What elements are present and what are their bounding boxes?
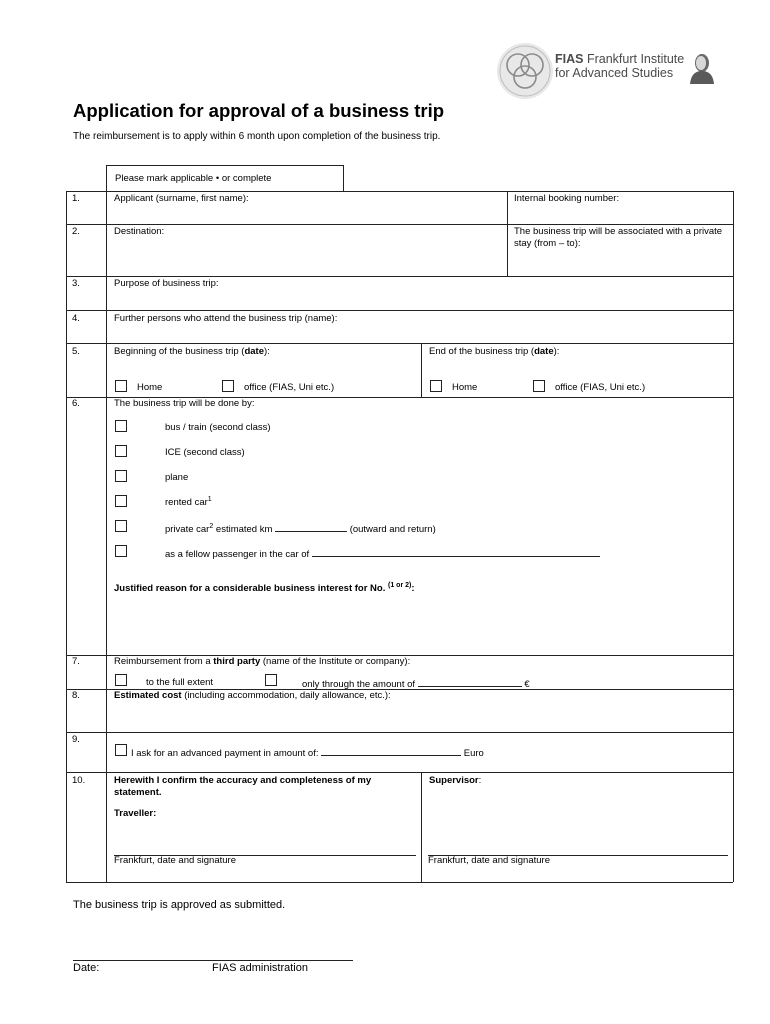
transport-option: private car$^2$ estimated km (outward and return) bbox=[165, 522, 436, 535]
transport-option: bus / train (second class) bbox=[165, 422, 271, 433]
begin-office-label: office (FIAS, Uni etc.) bbox=[244, 382, 335, 393]
page-subtitle: The reimbursement is to apply within 6 month upon completion of the business trip. bbox=[73, 131, 441, 142]
advance-amount-field[interactable] bbox=[321, 746, 461, 756]
admin-signature-field[interactable] bbox=[73, 930, 353, 958]
admin-signature-line bbox=[73, 960, 353, 961]
full-extent-label: to the full extent bbox=[146, 677, 214, 688]
goethe-portrait-icon bbox=[687, 52, 717, 84]
begin-office-checkbox[interactable] bbox=[222, 380, 234, 392]
booking-number-field[interactable] bbox=[509, 206, 731, 222]
trip-begin-label: Beginning of the business trip (date): bbox=[114, 346, 270, 357]
supervisor-signature-field[interactable] bbox=[428, 826, 728, 854]
transport-option: ICE (second class) bbox=[165, 447, 245, 458]
rented-car-checkbox[interactable] bbox=[115, 495, 127, 507]
estimated-cost-field[interactable] bbox=[108, 704, 731, 730]
partial-amount-field[interactable] bbox=[418, 677, 522, 687]
advance-payment-label: I ask for an advanced payment in amount of: Euro bbox=[131, 748, 484, 759]
destination-label: Destination: bbox=[114, 226, 165, 237]
row-number: 6. bbox=[72, 398, 80, 409]
org-name: Frankfurt Institute bbox=[586, 52, 685, 66]
partial-amount-label: only through the amount of € bbox=[302, 679, 530, 690]
row-number: 1. bbox=[72, 193, 80, 204]
third-party-label: Reimbursement from a third party (name of the Institute or company): bbox=[114, 656, 411, 667]
row-number: 3. bbox=[72, 278, 80, 289]
footnote-marker: 2 bbox=[209, 522, 214, 530]
end-home-checkbox[interactable] bbox=[430, 380, 442, 392]
transport-option: plane bbox=[165, 472, 189, 483]
trip-end-label: End of the business trip (date): bbox=[429, 346, 560, 357]
row-number: 7. bbox=[72, 656, 80, 667]
row-number: 8. bbox=[72, 690, 80, 701]
row-number: 9. bbox=[72, 734, 80, 745]
fias-emblem-icon bbox=[494, 40, 556, 102]
private-car-checkbox[interactable] bbox=[115, 520, 127, 532]
row-number: 5. bbox=[72, 346, 80, 357]
row-number: 2. bbox=[72, 226, 80, 237]
applicant-field[interactable] bbox=[108, 206, 505, 222]
justified-reason-field[interactable] bbox=[108, 600, 731, 652]
end-office-label: office (FIAS, Uni etc.) bbox=[555, 382, 646, 393]
full-extent-checkbox[interactable] bbox=[115, 674, 127, 686]
fellow-passenger-field[interactable] bbox=[312, 547, 600, 557]
traveller-signature-field[interactable] bbox=[114, 826, 416, 854]
org-name-line2: for Advanced Studies bbox=[555, 66, 674, 80]
begin-home-label: Home bbox=[137, 382, 163, 393]
private-stay-label: The business trip will be associated with a private stay (from – to): bbox=[514, 226, 723, 249]
ice-checkbox[interactable] bbox=[115, 445, 127, 457]
end-office-checkbox[interactable] bbox=[533, 380, 545, 392]
purpose-label: Purpose of business trip: bbox=[114, 278, 219, 289]
bus-train-checkbox[interactable] bbox=[115, 420, 127, 432]
page-title: Application for approval of a business trip bbox=[73, 100, 445, 121]
private-stay-field[interactable] bbox=[509, 252, 731, 274]
purpose-field[interactable] bbox=[108, 291, 731, 308]
traveller-signature-caption: Frankfurt, date and signature bbox=[114, 855, 236, 866]
fellow-passenger-checkbox[interactable] bbox=[115, 545, 127, 557]
transport-option: rented car$^1$ bbox=[165, 495, 212, 508]
date-label: Date: bbox=[73, 962, 100, 974]
approval-statement: The business trip is approved as submitted. bbox=[73, 899, 286, 911]
destination-field[interactable] bbox=[108, 240, 505, 274]
advance-payment-checkbox[interactable] bbox=[115, 744, 127, 756]
plane-checkbox[interactable] bbox=[115, 470, 127, 482]
booking-number-label: Internal booking number: bbox=[514, 193, 620, 204]
row-number: 4. bbox=[72, 313, 80, 324]
estimated-cost-label: Estimated cost (including accommodation, daily allowance, etc.): bbox=[114, 690, 391, 701]
further-persons-field[interactable] bbox=[108, 326, 731, 341]
fias-logo bbox=[494, 40, 722, 102]
transport-option: as a fellow passenger in the car of bbox=[165, 547, 600, 561]
transport-heading: The business trip will be done by: bbox=[114, 398, 255, 409]
footnote-marker: 1 bbox=[207, 495, 212, 503]
supervisor-signature-caption: Frankfurt, date and signature bbox=[428, 855, 550, 866]
confirmation-text: Herewith I confirm the accuracy and completeness of my statement. bbox=[114, 775, 372, 798]
traveller-label: Traveller: bbox=[114, 808, 157, 819]
partial-amount-checkbox[interactable] bbox=[265, 674, 277, 686]
fias-administration-label: FIAS administration bbox=[212, 962, 308, 974]
further-persons-label: Further persons who attend the business trip (name): bbox=[114, 313, 338, 324]
org-name-bold: FIAS bbox=[555, 52, 584, 66]
row-number: 10. bbox=[72, 775, 86, 786]
trip-begin-date-field[interactable] bbox=[108, 359, 419, 375]
supervisor-label: Supervisor: bbox=[429, 775, 482, 786]
end-home-label: Home bbox=[452, 382, 478, 393]
instruction-tab: Please mark applicable • or complete bbox=[115, 173, 272, 184]
estimated-km-field[interactable] bbox=[275, 522, 347, 532]
begin-home-checkbox[interactable] bbox=[115, 380, 127, 392]
justified-reason-label: Justified reason for a considerable business interest for No. $^{(1 or 2)}$: bbox=[114, 581, 415, 594]
applicant-label: Applicant (surname, first name): bbox=[114, 193, 249, 204]
trip-end-date-field[interactable] bbox=[423, 359, 731, 375]
